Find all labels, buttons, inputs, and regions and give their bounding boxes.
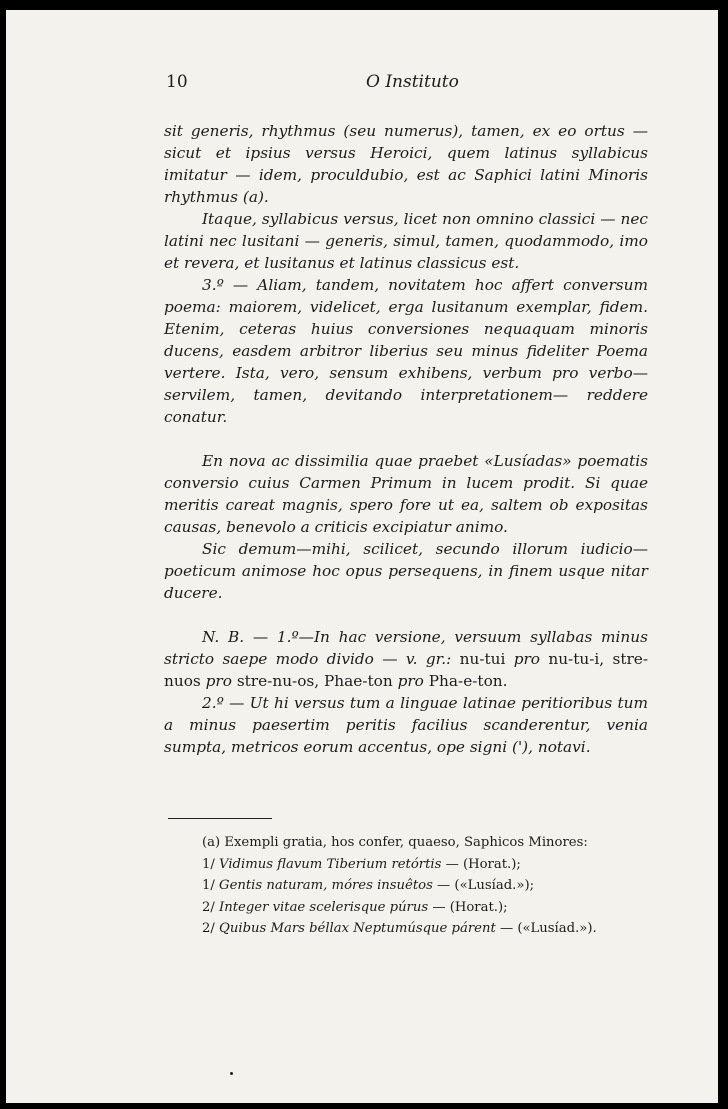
footnote-line-num: 2/ (202, 921, 215, 936)
syllable-example: nu-tui (459, 650, 506, 668)
syllable-example: stre-nu-os, (236, 672, 320, 690)
paragraph-4: En nova ac dissimilia quae praebet «Lusíadas» poematis conversio cuius Carmen Primum in lucem prodit. Si quae meritis careat magnis, spero fore ut ea, saltem ob expositas causas, benevolo a criticis excipiatur animo. (164, 452, 648, 536)
paragraph-3: 3.º — Aliam, tandem, novitatem hoc affert conversum poema: maiorem, videlicet, erga lusitanum exemplar, fidem. Etenim, ceteras huius conversiones nequaquam minoris ducens, easdem arbitror liberius seu minus fideliter Poema vertere. Ista, vero, sensum exhibens, verbum pro verbo—servilem, tamen, devitando interpretationem— reddere conatur. (164, 276, 648, 426)
footnote-verse: Gentis naturam, móres insuêtos (219, 878, 433, 893)
main-text (164, 120, 648, 758)
paragraph-2: Itaque, syllabicus versus, licet non omnino classici — nec latini nec lusitani — generis, simul, tamen, quodammodo, imo et revera, et lusitanus et latinus classicus est. (164, 210, 648, 272)
nb-lead: N. B. — 1.º—In hac versione, versuum syllabas minus stricto saepe modo divido — v. gr.: (164, 628, 648, 668)
paragraph-7: 2.º — Ut hi versus tum a linguae latinae peritioribus tum a minus paesertim peritis facilius scanderentur, venia sumpta, metricos eorum accentus, ope signi ('), notavi. (164, 694, 648, 756)
paragraph-5: Sic demum—mihi, scilicet, secundo illorum iudicio— poeticum animose hoc opus persequens, in finem usque nitar ducere. (164, 540, 648, 602)
page-number: 10 (166, 72, 188, 92)
footnote-verse: Vidimus flavum Tiberium retórtis (219, 856, 442, 872)
footnote-line (202, 897, 652, 919)
footnote-intro: (a) Exempli gratia, hos confer, quaeso, Saphicos Minores: (202, 835, 588, 850)
footnote-verse: Quibus Mars béllax Neptumúsque párent (219, 921, 496, 936)
paragraph-1: sit generis, rhythmus (seu numerus), tamen, ex eo ortus — sicut et ipsius versus Heroici, quem latinus syllabicus imitatur — idem, proculdubio, est ac Saphici latini Minoris rhythmus (a). (164, 122, 648, 206)
syllable-example: nu-tu-i, (548, 650, 605, 668)
footnote-source: — (Horat.); (428, 899, 508, 915)
running-title: O Instituto (366, 72, 459, 92)
footnote-line-num: 1/ (202, 856, 215, 872)
footnote-line-num: 2/ (202, 899, 215, 915)
printer-mark-dot (230, 1072, 233, 1075)
syllable-example: Phae-ton (324, 672, 393, 690)
pro-word: pro (505, 650, 549, 668)
pro-word: pro (392, 672, 429, 690)
footnote-source: — (Horat.); (441, 856, 521, 872)
footnote (202, 832, 652, 940)
footnote-line (202, 918, 652, 940)
pro-word: pro (200, 672, 237, 690)
syllable-example: Pha-e-ton. (428, 672, 508, 690)
syllable-example: stre-nuos (164, 650, 648, 690)
footnote-rule (168, 818, 272, 819)
footnote-line (202, 875, 652, 897)
footnote-source: — («Lusíad.»). (495, 921, 597, 936)
footnote-line (202, 854, 652, 876)
book-page (6, 10, 718, 1103)
footnote-source: — («Lusíad.»); (432, 878, 535, 893)
paragraph-nota-bene (164, 626, 648, 692)
footnote-line-num: 1/ (202, 878, 215, 893)
page-header (166, 72, 646, 96)
footnote-verse: Integer vitae scelerisque púrus (219, 899, 429, 915)
